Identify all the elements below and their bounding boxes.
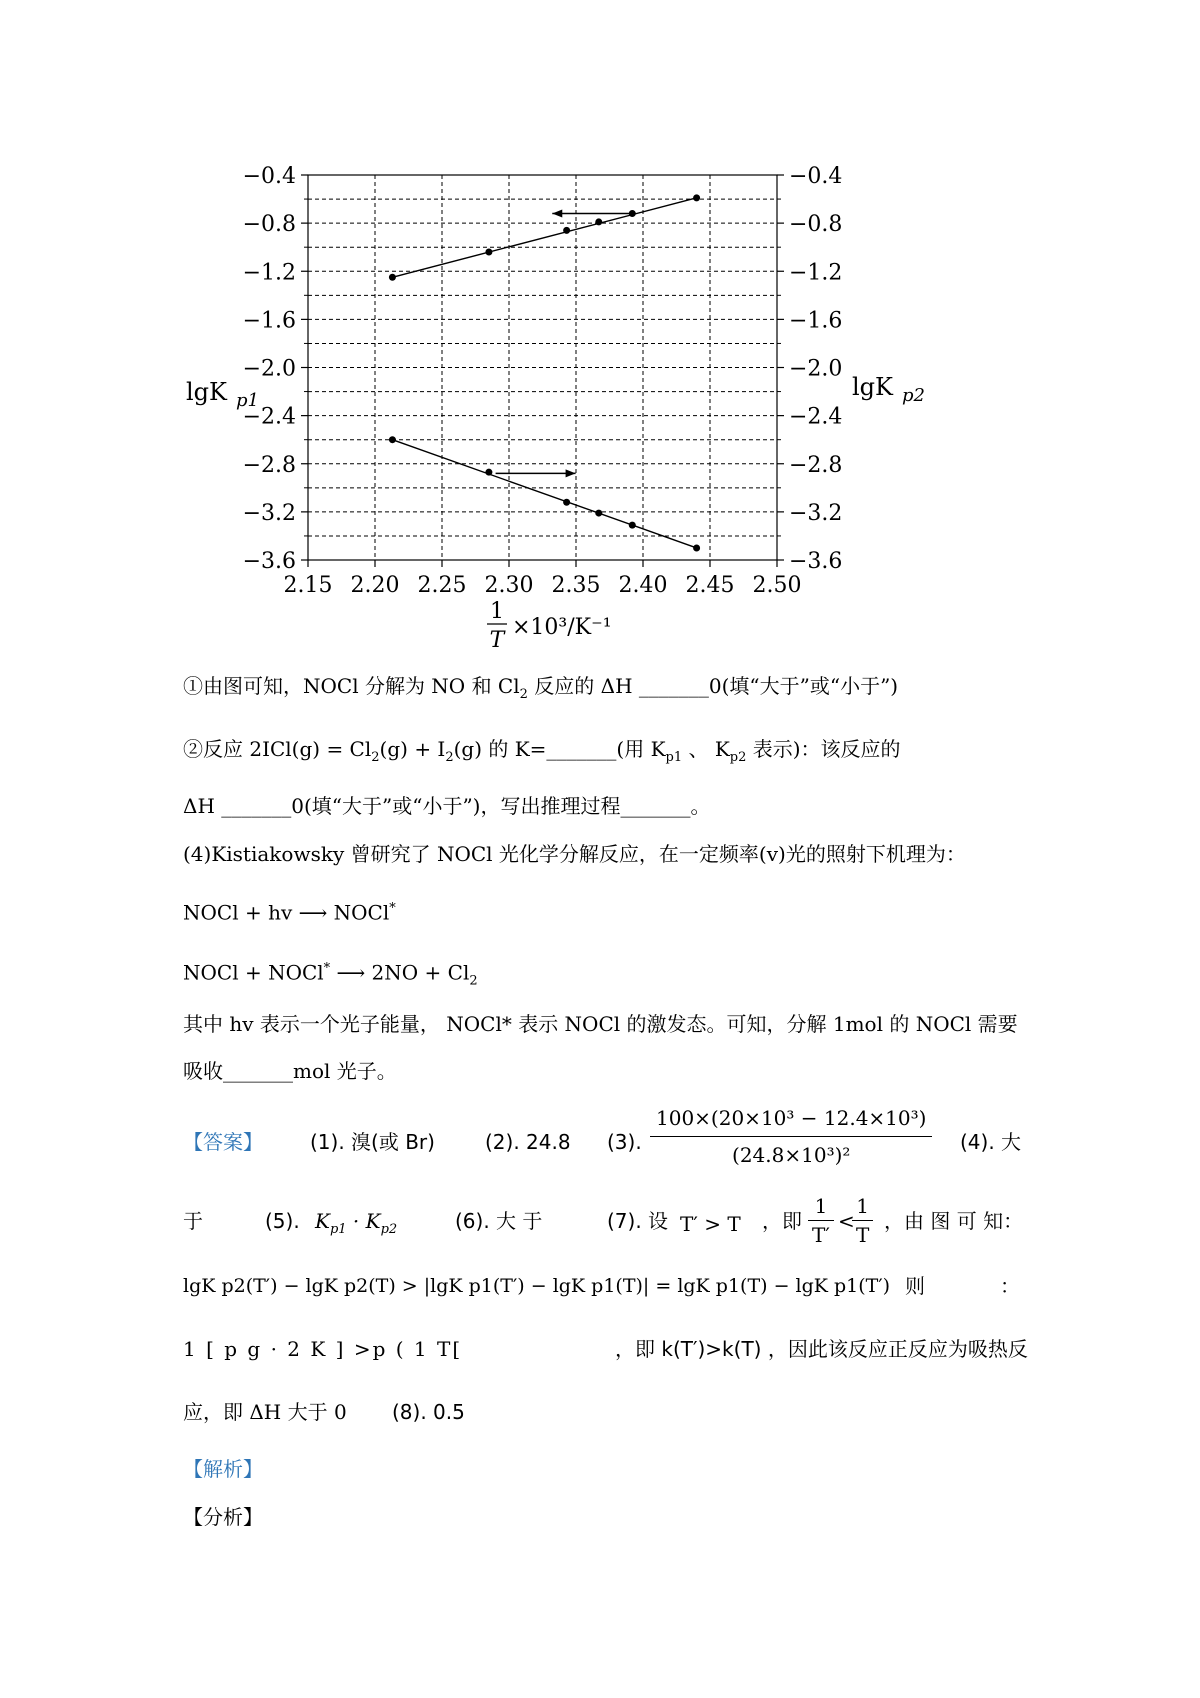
eq1-sup: * [389, 901, 396, 916]
q2-sub3: p1 [665, 750, 683, 765]
x-axis-label-numerator: 1 [490, 599, 504, 624]
frac2-denominator: T [856, 1223, 870, 1247]
answer-5-expression [315, 1207, 397, 1244]
x-axis-label-denominator: T [489, 628, 505, 653]
x-tick-label: 2.50 [752, 573, 802, 598]
y-tick-label-left: −1.2 [242, 260, 296, 286]
answer-7-inequality-line: lgK p2(T′) − lgK p2(T) > |lgK p1(T′) − lgK p1(T)| = lgK p1(T) − lgK p1(T′) [183, 1275, 891, 1297]
eq2-sub: 2 [469, 973, 478, 989]
answer-7-ze: 则 [905, 1274, 925, 1298]
q2-text-b: (g) + I [379, 737, 446, 761]
answer-1: (1). 溴(或 Br) [310, 1130, 435, 1154]
y-tick-label-left: −2.4 [242, 404, 296, 430]
y-tick-label-right: −1.6 [789, 308, 843, 334]
data-point-lgKp2 [563, 227, 570, 234]
x-tick-label: 2.35 [551, 573, 601, 598]
q1-text-a: ①由图可知，NOCl 分解为 NO 和 Cl [183, 674, 520, 698]
answer-7-colon: ： [1000, 1274, 1020, 1298]
description-line-2: 吸收_______mol 光子。 [183, 1059, 397, 1083]
lgk-vs-inverse-temperature-chart [0, 0, 1200, 660]
direction-arrowhead-lgKp1 [566, 469, 576, 477]
y-tick-label-left: −1.6 [242, 308, 296, 334]
answer-3-numerator: 100×(20×10³ − 12.4×10³) [650, 1100, 932, 1137]
question-1 [183, 672, 898, 709]
question-2b: ΔH _______0(填“大于”或“小于”)，写出推理过程_______。 [183, 794, 711, 818]
question-4: (4)Kistiakowsky 曾研究了 NOCl 光化学分解反应，在一定频率(v)光的照射下机理为： [183, 842, 966, 866]
frac1-denominator: T′ [812, 1223, 830, 1247]
y-tick-label-right: −2.0 [789, 356, 843, 382]
answer-7-label: (7). 设 [607, 1209, 669, 1233]
x-tick-label: 2.40 [618, 573, 668, 598]
answer-label: 【答案】 [183, 1130, 263, 1154]
q2-text-c: (g) 的 K=_______(用 K [453, 737, 666, 761]
q2-sub4: p2 [729, 750, 747, 765]
frac1-numerator: 1 [808, 1192, 834, 1221]
answer-2: (2). 24.8 [485, 1130, 571, 1154]
answer-7-tail: ，由 图 可 知： [884, 1209, 1024, 1233]
eq2-text-a: NOCl + NOCl [183, 960, 324, 985]
y-tick-label-left: −0.4 [242, 164, 296, 189]
answer-3-fraction [650, 1100, 932, 1173]
description-line-1: 其中 hv 表示一个光子能量， NOCl* 表示 NOCl 的激发态。可知，分解 1mol 的 NOCl 需要 [183, 1012, 1018, 1036]
series-line-lgKp1 [392, 440, 696, 548]
y-tick-label-right: −2.8 [789, 452, 843, 478]
x-tick-label: 2.15 [283, 573, 333, 598]
y-tick-label-right: −0.4 [789, 164, 843, 189]
y-tick-label-right: −1.2 [789, 260, 843, 286]
direction-arrowhead-lgKp2 [552, 210, 562, 218]
y-tick-label-right: −3.6 [789, 549, 843, 574]
y-tick-label-right: −0.8 [789, 212, 843, 238]
answer-7-garbled-expression: 1 [ p g · 2 K ] >p ( 1 T[ [183, 1337, 463, 1361]
q2-text-e: 表示)：该反应的 [746, 737, 901, 761]
q2-sub1: 2 [371, 750, 380, 765]
x-tick-label: 2.30 [484, 573, 534, 598]
y-tick-label-left: −3.6 [242, 549, 296, 574]
eq1-text: NOCl + hv ⟶ NOCl [183, 900, 390, 925]
y-tick-label-right: −2.4 [789, 404, 843, 430]
data-point-lgKp1 [389, 436, 396, 443]
x-axis-label-units: ×10³/K⁻¹ [512, 615, 612, 640]
y-axis-label-left-sub: p1 [236, 390, 259, 411]
answer-6: (6). 大 于 [455, 1209, 543, 1233]
data-point-lgKp1 [629, 522, 636, 529]
x-tick-label: 2.25 [417, 573, 467, 598]
eq2-sup: * [323, 961, 331, 976]
y-tick-label-left: −0.8 [242, 212, 296, 238]
data-point-lgKp1 [693, 544, 700, 551]
data-point-lgKp1 [563, 499, 570, 506]
answer-3-denominator: (24.8×10³)² [732, 1143, 851, 1167]
fenxi-label: 【分析】 [183, 1505, 263, 1529]
answer-7-conclusion: ，即 k(T′)>k(T) ，因此该反应正反应为吸热反 [615, 1337, 1028, 1361]
q1-sub: 2 [519, 687, 528, 702]
q2-sub2: 2 [445, 750, 454, 765]
answer-7-final: 应，即 ΔH 大于 0 [183, 1400, 347, 1424]
data-point-lgKp2 [595, 218, 602, 225]
answer-3-label: (3). [607, 1130, 642, 1154]
answer-4-tail: 于 [183, 1209, 203, 1233]
answer-5-label: (5). [265, 1209, 300, 1233]
data-point-lgKp2 [693, 194, 700, 201]
x-tick-label: 2.20 [350, 573, 400, 598]
answer-5-k1: K [315, 1209, 330, 1233]
answer-7-ji: ，即 [762, 1209, 802, 1233]
answer-7-lt: < [838, 1209, 855, 1233]
y-tick-label-right: −3.2 [789, 500, 843, 526]
series-line-lgKp2 [392, 198, 696, 277]
y-tick-label-left: −2.0 [242, 356, 296, 382]
answer-7-inequality: T′ > T [680, 1212, 741, 1236]
frac2-numerator: 1 [852, 1192, 873, 1221]
answer-4: (4). 大 [960, 1130, 1022, 1154]
answer-7-frac1 [808, 1192, 834, 1249]
data-point-lgKp1 [485, 469, 492, 476]
q2-text-d: 、 K [682, 737, 730, 761]
y-axis-label-right-sub: p2 [902, 385, 925, 406]
analysis-label: 【解析】 [183, 1457, 263, 1481]
data-point-lgKp2 [389, 274, 396, 281]
q1-text-b: 反应的 ΔH _______0(填“大于”或“小于”) [527, 674, 899, 698]
answer-5-sub1: p1 [329, 1222, 347, 1237]
mechanism-equation-1 [183, 895, 396, 927]
y-axis-label-right: lgK [852, 373, 893, 401]
data-point-lgKp1 [595, 510, 602, 517]
q2-text-a: ②反应 2ICl(g) = Cl [183, 737, 372, 761]
answer-5-k2: · K [346, 1209, 381, 1233]
y-tick-label-left: −2.8 [242, 452, 296, 478]
x-tick-label: 2.45 [685, 573, 735, 598]
answer-7-frac2 [852, 1192, 873, 1249]
data-point-lgKp2 [485, 249, 492, 256]
answer-5-sub2: p2 [380, 1222, 398, 1237]
eq2-text-b: ⟶ 2NO + Cl [330, 960, 470, 985]
mechanism-equation-2 [183, 955, 478, 996]
y-tick-label-left: −3.2 [242, 500, 296, 526]
y-axis-label-left: lgK [186, 378, 227, 406]
question-2 [183, 735, 901, 772]
answer-8: (8). 0.5 [392, 1400, 465, 1424]
